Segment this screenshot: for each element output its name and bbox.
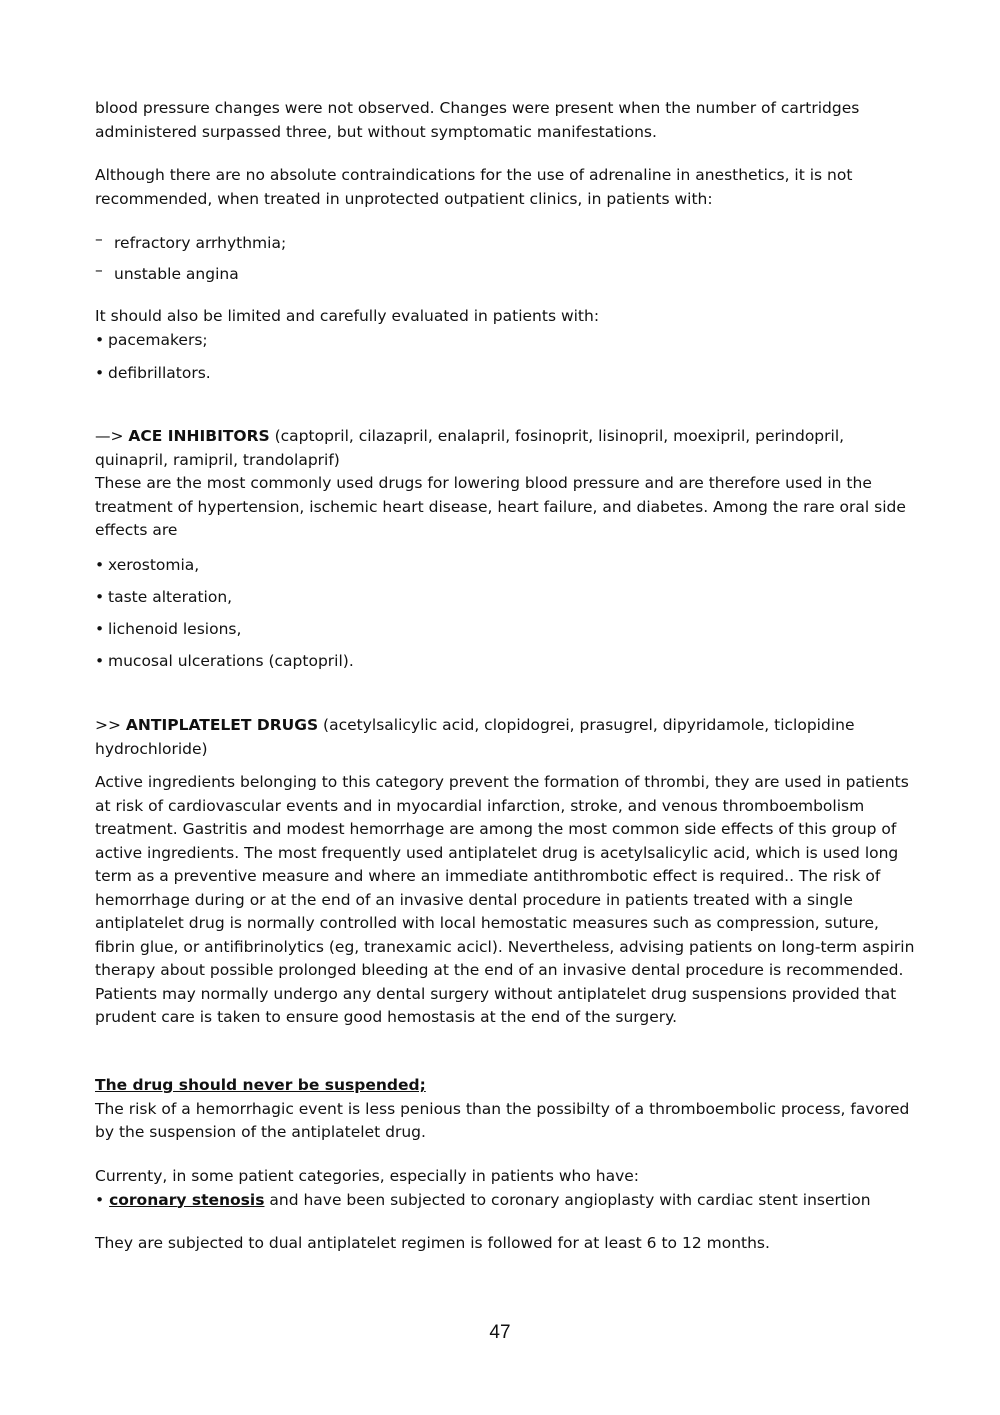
dot-bullet: •: [95, 1190, 110, 1209]
section-ace-inhibitors: [95, 425, 915, 543]
coronary-stenosis-term: coronary stenosis: [109, 1190, 265, 1209]
dash-bullet: –: [95, 230, 103, 248]
section-body: These are the most commonly used drugs for lowering blood pressure and are therefore used in the treatment of hypertension, ischemic heart disease, heart failure, and diabetes. Among the rare oral side effects are: [95, 474, 906, 539]
list-item: – refractory arrhythmia;: [95, 230, 287, 252]
section-title: ANTIPLATELET DRUGS: [125, 716, 319, 734]
dot-bullet: •: [95, 364, 105, 382]
warning-heading: The drug should never be suspended;: [95, 1076, 426, 1094]
arrow-marker: —>: [95, 427, 129, 445]
list-item: • pacemakers;: [95, 329, 208, 353]
arrow-marker: >>: [95, 716, 126, 734]
list-item: – unstable angina: [95, 261, 239, 283]
section-title: ACE INHIBITORS: [128, 427, 270, 445]
paragraph-adrenaline-contraindications: Although there are no absolute contraindications for the use of adrenaline in anesthetics, it is not recommended, when treated in unprotected outpatient clinics, in patients with:: [95, 166, 853, 208]
warning-body: The risk of a hemorrhagic event is less penious than the possibilty of a thromboembolic process, favored by the suspension of the antiplatelet drug.: [95, 1099, 910, 1141]
list-item: • lichenoid lesions,: [95, 620, 242, 638]
dash-bullet: –: [95, 261, 103, 279]
warning-block: [95, 1074, 915, 1145]
dot-bullet: •: [95, 331, 105, 349]
list-item: • taste alteration,: [95, 588, 233, 606]
paragraph-patient-categories: Currenty, in some patient categories, especially in patients who have: • coronary stenosis and have been subjected to coronary angioplasty with cardiac stent insertion: [95, 1167, 871, 1209]
list-item: • defibrillators.: [95, 362, 211, 386]
section-antiplatelet-drugs: [95, 714, 915, 761]
paragraph-limited-use: It should also be limited and carefully evaluated in patients with:: [95, 307, 600, 325]
paragraph-antiplatelet-body: Active ingredients belonging to this category prevent the formation of thrombi, they are used in patients at risk of cardiovascular events and in myocardial infarction, stroke, and venous thromboembolism treatment. Gastritis and modest hemorrhage are among the most common side effects of this group of active ingredients. The most frequently used antiplatelet drug is acetylsalicylic acid, which is used long term as a preventive measure and where an immediate antithrombotic effect is required.. The risk of hemorrhage during or at the end of an invasive dental procedure in patients treated with a single antiplatelet drug is normally controlled with local hemostatic measures such as compression, suture, fibrin glue, or antifibrinolytics (eg, tranexamic acicl). Nevertheless, advising patients on long-term aspirin therapy about possible prolonged bleeding at the end of an invasive dental procedure is recommended. Patients may normally undergo any dental surgery without antiplatelet drug suspensions provided that prudent care is taken to ensure good hemostasis at the end of the surgery.: [95, 773, 915, 1026]
paragraph-blood-pressure: blood pressure changes were not observed. Changes were present when the number of cartridges administered surpassed three, but without symptomatic manifestations.: [95, 99, 860, 141]
list-item: • xerostomia,: [95, 556, 200, 574]
page-number: 47: [489, 1322, 511, 1343]
paragraph-dual-regimen: They are subjected to dual antiplatelet regimen is followed for at least 6 to 12 months.: [95, 1234, 770, 1252]
drug-list: (acetylsalicylic acid, clopidogrei, prasugrel, dipyridamole, ticlopidine hydrochloride): [95, 716, 855, 758]
list-item: • mucosal ulcerations (captopril).: [95, 652, 354, 670]
drug-list: (captopril, cilazapril, enalapril, fosinoprit, lisinopril, moexipril, perindopril, quinapril, ramipril, trandolaprif): [95, 427, 845, 469]
